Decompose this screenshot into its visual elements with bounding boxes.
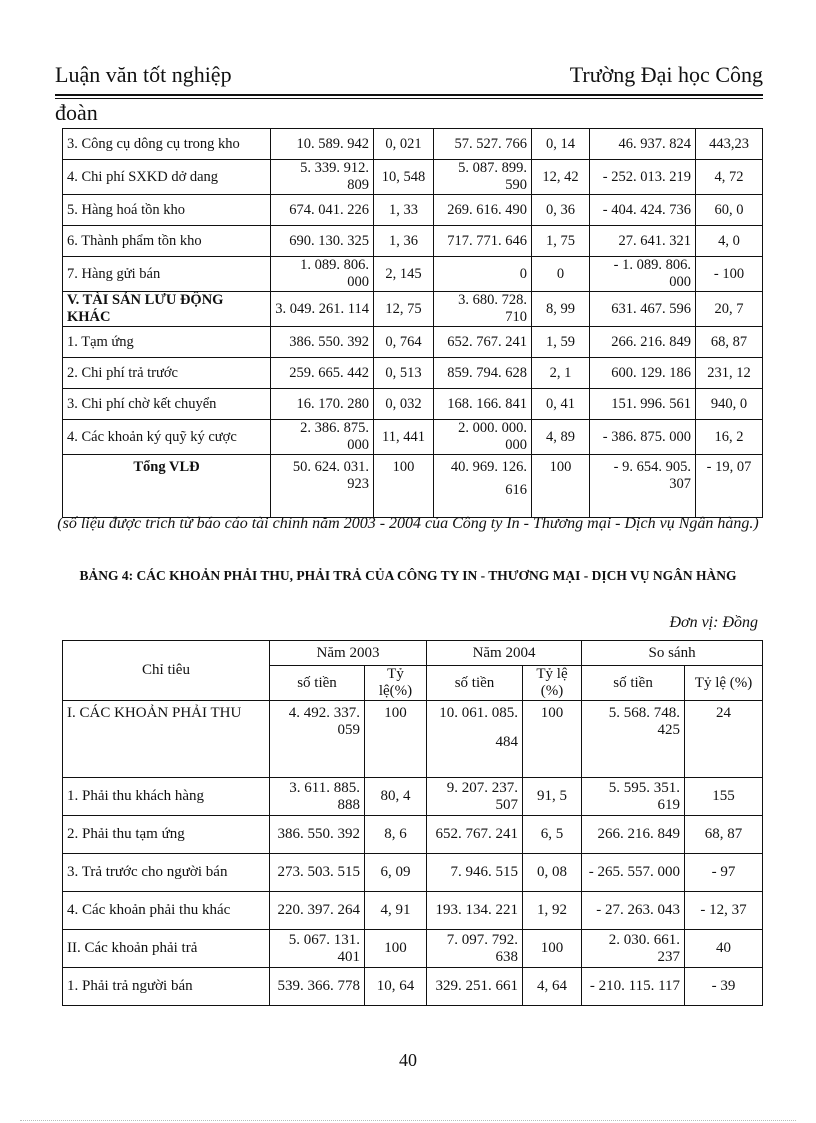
- cell-ratio-2003: 0, 021: [374, 129, 434, 160]
- table-row: [63, 292, 763, 327]
- header-rule: [55, 94, 763, 96]
- cell-ratio-2004: 0, 41: [532, 389, 590, 420]
- cell-label: 2. Phải thu tạm ứng: [63, 816, 270, 854]
- bottom-divider: [20, 1120, 796, 1121]
- cell-diff-ratio: 68, 87: [696, 327, 763, 358]
- cell-amount-2004: 269. 616. 490: [434, 195, 532, 226]
- cell-amount-2003: 5. 067. 131. 401: [270, 930, 365, 968]
- cell-ratio-2003: 100: [365, 930, 427, 968]
- cell-ratio-2003: 10, 64: [365, 968, 427, 1006]
- total-diff-ratio: - 19, 07: [696, 455, 763, 518]
- cell-amount-2003: 259. 665. 442: [271, 358, 374, 389]
- receivables-2004-amount-line1: 10. 061. 085.: [439, 705, 519, 721]
- table-row: [63, 854, 763, 892]
- receivables-2003-ratio: 100: [365, 701, 427, 778]
- cell-amount-2004: 0: [434, 257, 532, 292]
- cell-label: 1. Phải trả người bán: [63, 968, 270, 1006]
- header-year-2004: Năm 2004: [427, 641, 582, 666]
- total-2004-amount: [434, 455, 532, 518]
- subheader-ratio-2004: Tỷ lệ (%): [523, 666, 582, 701]
- cell-diff-ratio: 16, 2: [696, 420, 763, 455]
- cell-diff-ratio: - 39: [685, 968, 763, 1006]
- subheader-ratio-compare: Tỷ lệ (%): [685, 666, 763, 701]
- table-title: BẢNG 4: CÁC KHOẢN PHẢI THU, PHẢI TRẢ CỦA CÔNG TY IN - THƯƠNG MẠI - DỊCH VỤ NGÂN HÀNG: [79, 568, 737, 583]
- cell-diff-ratio: 60, 0: [696, 195, 763, 226]
- cell-diff-ratio: - 97: [685, 854, 763, 892]
- page-header: [55, 58, 763, 98]
- table-row: [63, 195, 763, 226]
- subheader-ratio-2003: Tỷ lệ(%): [365, 666, 427, 701]
- header-rule-thin: [55, 98, 763, 99]
- cell-amount-2003: 5. 339. 912. 809: [271, 160, 374, 195]
- subheader-amount-2003: số tiền: [270, 666, 365, 701]
- cell-ratio-2004: 100: [523, 930, 582, 968]
- cell-diff-ratio: 155: [685, 778, 763, 816]
- cell-diff-amount: - 265. 557. 000: [582, 854, 685, 892]
- cell-diff-ratio: 443,23: [696, 129, 763, 160]
- table-row: [63, 129, 763, 160]
- cell-ratio-2003: 4, 91: [365, 892, 427, 930]
- assets-table-body: [63, 129, 763, 455]
- cell-ratio-2003: 6, 09: [365, 854, 427, 892]
- cell-ratio-2003: 80, 4: [365, 778, 427, 816]
- source-note: (số liệu được trích từ báo cáo tài chính năm 2003 - 2004 của Công ty In - Thương mại - Dịch vụ Ngân hàng.): [57, 515, 759, 532]
- cell-ratio-2004: 1, 59: [532, 327, 590, 358]
- cell-diff-amount: - 27. 263. 043: [582, 892, 685, 930]
- cell-amount-2003: 386. 550. 392: [271, 327, 374, 358]
- header-indicator: Chỉ tiêu: [63, 641, 270, 701]
- table-row: [63, 327, 763, 358]
- table-row: [63, 816, 763, 854]
- cell-label: II. Các khoản phải trả: [63, 930, 270, 968]
- cell-diff-amount: 266. 216. 849: [582, 816, 685, 854]
- cell-diff-amount: 5. 595. 351. 619: [582, 778, 685, 816]
- cell-ratio-2003: 1, 36: [374, 226, 434, 257]
- cell-amount-2003: 3. 611. 885. 888: [270, 778, 365, 816]
- total-2004-ratio: 100: [532, 455, 590, 518]
- header-thesis-label: Luận văn tốt nghiệp: [55, 62, 232, 87]
- cell-amount-2003: 10. 589. 942: [271, 129, 374, 160]
- cell-diff-ratio: 940, 0: [696, 389, 763, 420]
- subheader-amount-2004: số tiền: [427, 666, 523, 701]
- cell-diff-ratio: - 100: [696, 257, 763, 292]
- cell-diff-amount: 600. 129. 186: [590, 358, 696, 389]
- cell-diff-amount: - 252. 013. 219: [590, 160, 696, 195]
- table-row: [63, 420, 763, 455]
- cell-amount-2004: 57. 527. 766: [434, 129, 532, 160]
- subheader-amount-compare: số tiền: [582, 666, 685, 701]
- cell-amount-2004: 652. 767. 241: [434, 327, 532, 358]
- cell-diff-ratio: 4, 72: [696, 160, 763, 195]
- receivables-row: [63, 701, 763, 778]
- cell-label: V. TÀI SẢN LƯU ĐỘNG KHÁC: [63, 292, 271, 327]
- receivables-diff-ratio: 24: [685, 701, 763, 778]
- cell-ratio-2004: 4, 64: [523, 968, 582, 1006]
- cell-label: 1. Phải thu khách hàng: [63, 778, 270, 816]
- receivables-label: I. CÁC KHOẢN PHẢI THU: [63, 701, 270, 778]
- cell-diff-ratio: 4, 0: [696, 226, 763, 257]
- table-header-row: [63, 641, 763, 666]
- cell-amount-2003: 16. 170. 280: [271, 389, 374, 420]
- cell-ratio-2003: 1, 33: [374, 195, 434, 226]
- cell-ratio-2003: 8, 6: [365, 816, 427, 854]
- cell-label: 2. Chi phí trả trước: [63, 358, 271, 389]
- cell-amount-2003: 386. 550. 392: [270, 816, 365, 854]
- receivables-diff-amount: 5. 568. 748. 425: [582, 701, 685, 778]
- cell-amount-2003: 690. 130. 325: [271, 226, 374, 257]
- cell-amount-2004: 7. 946. 515: [427, 854, 523, 892]
- cell-amount-2004: 329. 251. 661: [427, 968, 523, 1006]
- cell-amount-2004: 652. 767. 241: [427, 816, 523, 854]
- receivables-2004-ratio: 100: [523, 701, 582, 778]
- total-2004-amount-line2: 616: [505, 482, 527, 498]
- unit-label: Đơn vị: Đồng: [669, 614, 758, 631]
- cell-ratio-2003: 11, 441: [374, 420, 434, 455]
- cell-ratio-2004: 0, 36: [532, 195, 590, 226]
- receivables-2003-amount: 4. 492. 337. 059: [270, 701, 365, 778]
- cell-diff-amount: 631. 467. 596: [590, 292, 696, 327]
- cell-ratio-2003: 2, 145: [374, 257, 434, 292]
- total-2004-amount-line1: 40. 969. 126.: [450, 459, 527, 475]
- cell-label: 1. Tạm ứng: [63, 327, 271, 358]
- cell-label: 3. Chi phí chờ kết chuyển: [63, 389, 271, 420]
- cell-ratio-2003: 0, 513: [374, 358, 434, 389]
- cell-amount-2004: 3. 680. 728. 710: [434, 292, 532, 327]
- receivables-2004-amount-line2: 484: [495, 734, 519, 750]
- cell-ratio-2004: 0: [532, 257, 590, 292]
- cell-amount-2004: 9. 207. 237. 507: [427, 778, 523, 816]
- cell-ratio-2004: 0, 08: [523, 854, 582, 892]
- cell-label: 5. Hàng hoá tồn kho: [63, 195, 271, 226]
- cell-amount-2003: 674. 041. 226: [271, 195, 374, 226]
- header-university-continuation: đoàn: [55, 100, 98, 125]
- cell-label: 4. Chi phí SXKD dở dang: [63, 160, 271, 195]
- cell-amount-2004: 2. 000. 000. 000: [434, 420, 532, 455]
- cell-ratio-2004: 1, 75: [532, 226, 590, 257]
- table-row: [63, 968, 763, 1006]
- cell-diff-ratio: 231, 12: [696, 358, 763, 389]
- cell-label: 6. Thành phẩm tồn kho: [63, 226, 271, 257]
- cell-label: 7. Hàng gửi bán: [63, 257, 271, 292]
- header-university: Trường Đại học Công: [569, 62, 763, 87]
- table-row: [63, 160, 763, 195]
- cell-diff-amount: 46. 937. 824: [590, 129, 696, 160]
- cell-diff-amount: 27. 641. 321: [590, 226, 696, 257]
- table-row: [63, 892, 763, 930]
- cell-ratio-2003: 0, 764: [374, 327, 434, 358]
- cell-diff-ratio: 40: [685, 930, 763, 968]
- cell-ratio-2004: 12, 42: [532, 160, 590, 195]
- cell-diff-amount: - 210. 115. 117: [582, 968, 685, 1006]
- cell-ratio-2004: 2, 1: [532, 358, 590, 389]
- cell-diff-amount: - 386. 875. 000: [590, 420, 696, 455]
- cell-diff-ratio: 68, 87: [685, 816, 763, 854]
- cell-label: 3. Công cụ dông cụ trong kho: [63, 129, 271, 160]
- header-year-2003: Năm 2003: [270, 641, 427, 666]
- cell-amount-2004: 7. 097. 792. 638: [427, 930, 523, 968]
- cell-ratio-2003: 10, 548: [374, 160, 434, 195]
- cell-ratio-2004: 6, 5: [523, 816, 582, 854]
- cell-diff-amount: 266. 216. 849: [590, 327, 696, 358]
- total-2003-ratio: 100: [374, 455, 434, 518]
- cell-label: 3. Trả trước cho người bán: [63, 854, 270, 892]
- table-row: [63, 358, 763, 389]
- cell-ratio-2003: 12, 75: [374, 292, 434, 327]
- header-compare: So sánh: [582, 641, 763, 666]
- cell-diff-ratio: - 12, 37: [685, 892, 763, 930]
- total-label: Tổng VLĐ: [63, 455, 271, 518]
- cell-amount-2003: 273. 503. 515: [270, 854, 365, 892]
- cell-diff-ratio: 20, 7: [696, 292, 763, 327]
- cell-amount-2004: 193. 134. 221: [427, 892, 523, 930]
- table-row: [63, 389, 763, 420]
- cell-amount-2004: 168. 166. 841: [434, 389, 532, 420]
- cell-amount-2003: 2. 386. 875. 000: [271, 420, 374, 455]
- cell-label: 4. Các khoản phải thu khác: [63, 892, 270, 930]
- total-row: [63, 455, 763, 518]
- cell-diff-amount: 2. 030. 661. 237: [582, 930, 685, 968]
- table-row: [63, 226, 763, 257]
- cell-amount-2004: 717. 771. 646: [434, 226, 532, 257]
- cell-amount-2003: 220. 397. 264: [270, 892, 365, 930]
- receivables-payables-table: [62, 640, 763, 1006]
- cell-diff-amount: 151. 996. 561: [590, 389, 696, 420]
- cell-label: 4. Các khoản ký quỹ ký cược: [63, 420, 271, 455]
- assets-table: [62, 128, 763, 518]
- cell-ratio-2004: 4, 89: [532, 420, 590, 455]
- table-row: [63, 930, 763, 968]
- cell-ratio-2004: 0, 14: [532, 129, 590, 160]
- receivables-table-body: [63, 778, 763, 1006]
- page-number: 40: [399, 1050, 417, 1070]
- cell-amount-2003: 1. 089. 806. 000: [271, 257, 374, 292]
- cell-amount-2004: 5. 087. 899. 590: [434, 160, 532, 195]
- table-row: [63, 778, 763, 816]
- cell-amount-2003: 539. 366. 778: [270, 968, 365, 1006]
- table-row: [63, 257, 763, 292]
- cell-ratio-2004: 8, 99: [532, 292, 590, 327]
- receivables-2004-amount: [427, 701, 523, 778]
- cell-diff-amount: - 404. 424. 736: [590, 195, 696, 226]
- cell-ratio-2004: 1, 92: [523, 892, 582, 930]
- cell-diff-amount: - 1. 089. 806. 000: [590, 257, 696, 292]
- cell-amount-2003: 3. 049. 261. 114: [271, 292, 374, 327]
- total-diff-amount: - 9. 654. 905. 307: [590, 455, 696, 518]
- cell-ratio-2003: 0, 032: [374, 389, 434, 420]
- cell-amount-2004: 859. 794. 628: [434, 358, 532, 389]
- total-2003-amount: 50. 624. 031. 923: [271, 455, 374, 518]
- cell-ratio-2004: 91, 5: [523, 778, 582, 816]
